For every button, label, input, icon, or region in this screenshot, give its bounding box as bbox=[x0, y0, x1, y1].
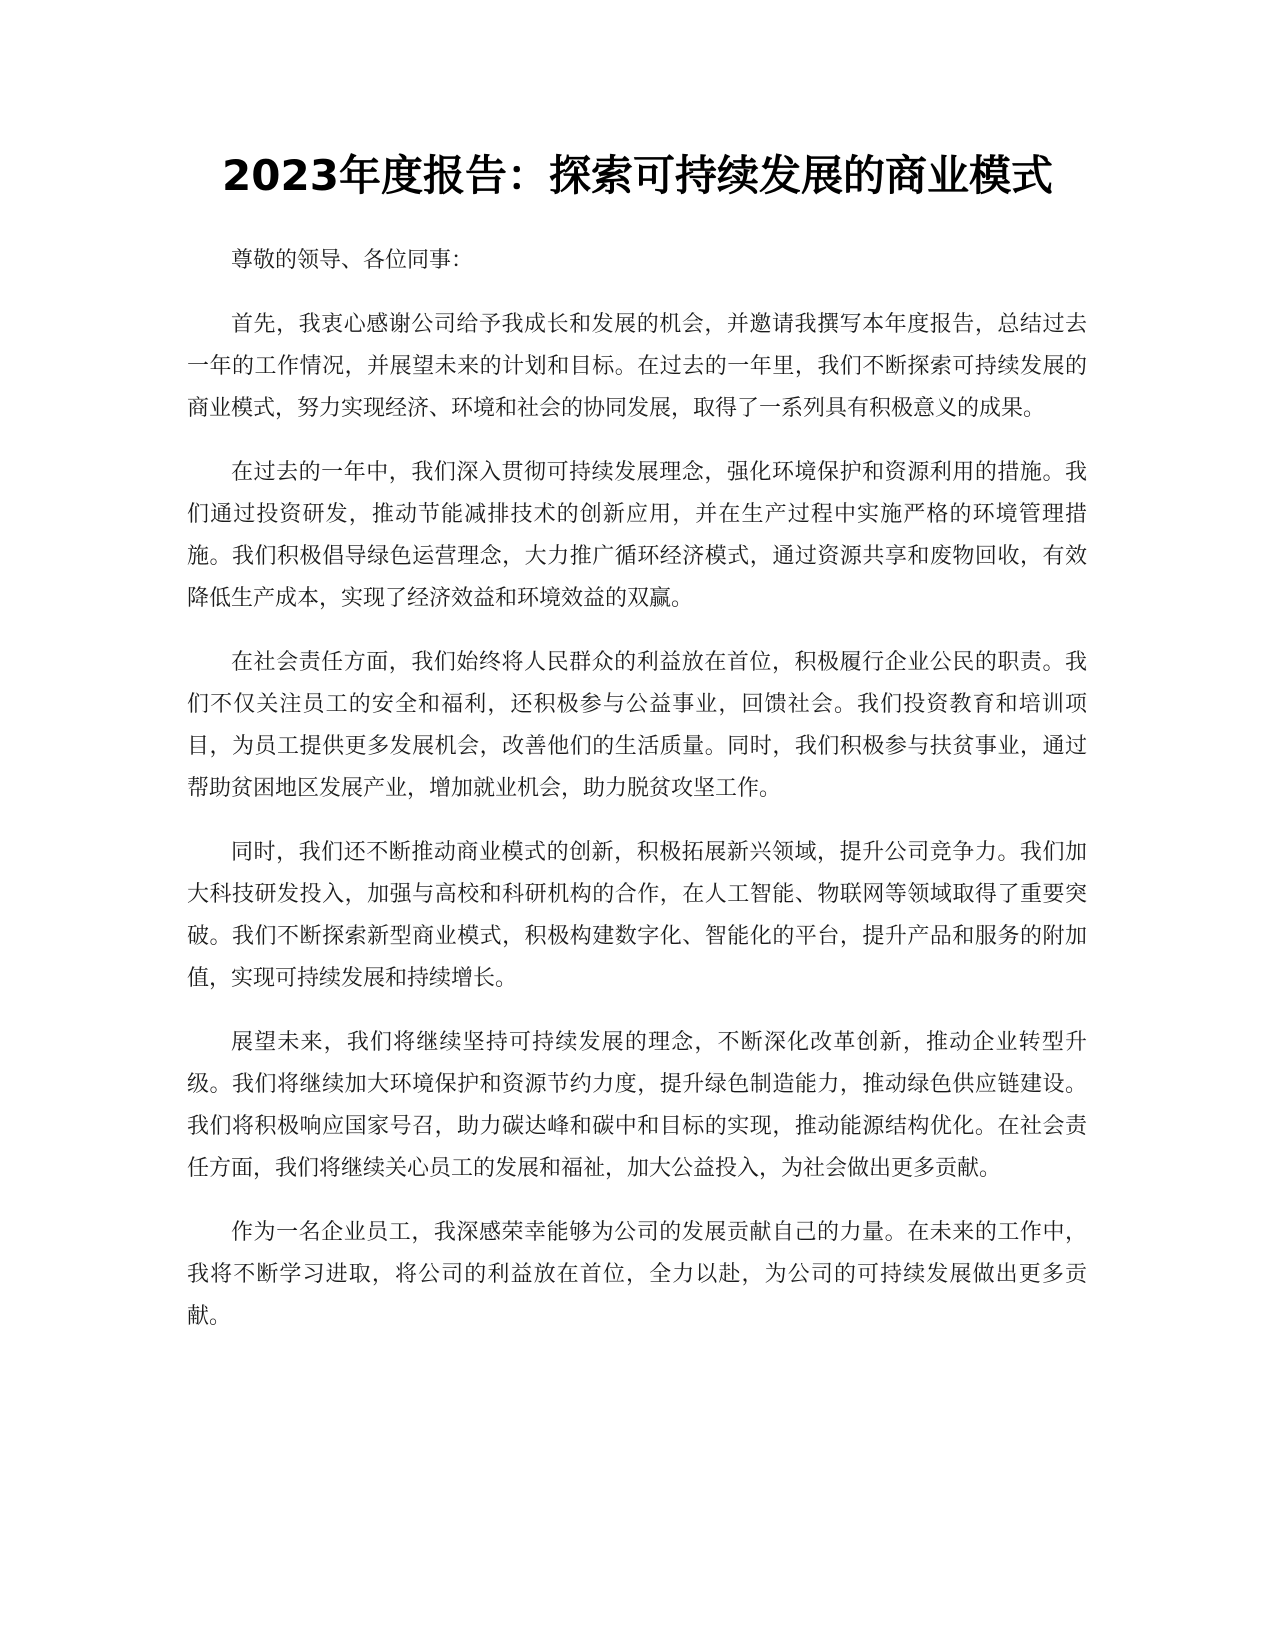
paragraph: 展望未来，我们将继续坚持可持续发展的理念，不断深化改革创新，推动企业转型升级。我们将继续加大环境保护和资源节约力度，提升绿色制造能力，推动绿色供应链建设。我们将积极响应国家号召，助力碳达峰和碳中和目标的实现，推动能源结构优化。在社会责任方面，我们将继续关心员工的发展和福祉，加大公益投入，为社会做出更多贡献。 bbox=[187, 1030, 1087, 1181]
paragraph: 首先，我衷心感谢公司给予我成长和发展的机会，并邀请我撰写本年度报告，总结过去一年的工作情况，并展望未来的计划和目标。在过去的一年里，我们不断探索可持续发展的商业模式，努力实现经济、环境和社会的协同发展，取得了一系列具有积极意义的成果。 bbox=[187, 312, 1087, 421]
paragraph: 在社会责任方面，我们始终将人民群众的利益放在首位，积极履行企业公民的职责。我们不仅关注员工的安全和福利，还积极参与公益事业，回馈社会。我们投资教育和培训项目，为员工提供更多发展机会，改善他们的生活质量。同时，我们积极参与扶贫事业，通过帮助贫困地区发展产业，增加就业机会，助力脱贫攻坚工作。 bbox=[187, 650, 1087, 801]
document-body bbox=[187, 240, 1087, 1360]
paragraph: 作为一名企业员工，我深感荣幸能够为公司的发展贡献自己的力量。在未来的工作中，我将不断学习进取，将公司的利益放在首位，全力以赴，为公司的可持续发展做出更多贡献。 bbox=[187, 1220, 1087, 1329]
paragraph: 同时，我们还不断推动商业模式的创新，积极拓展新兴领域，提升公司竞争力。我们加大科技研发投入，加强与高校和科研机构的合作，在人工智能、物联网等领域取得了重要突破。我们不断探索新型商业模式，积极构建数字化、智能化的平台，提升产品和服务的附加值，实现可持续发展和持续增长。 bbox=[187, 840, 1087, 991]
salutation: 尊敬的领导、各位同事： bbox=[231, 248, 474, 273]
paragraph: 在过去的一年中，我们深入贯彻可持续发展理念，强化环境保护和资源利用的措施。我们通过投资研发，推动节能减排技术的创新应用，并在生产过程中实施严格的环境管理措施。我们积极倡导绿色运营理念，大力推广循环经济模式，通过资源共享和废物回收，有效降低生产成本，实现了经济效益和环境效益的双赢。 bbox=[187, 460, 1087, 611]
document-title: 2023年度报告：探索可持续发展的商业模式 bbox=[222, 151, 1053, 200]
